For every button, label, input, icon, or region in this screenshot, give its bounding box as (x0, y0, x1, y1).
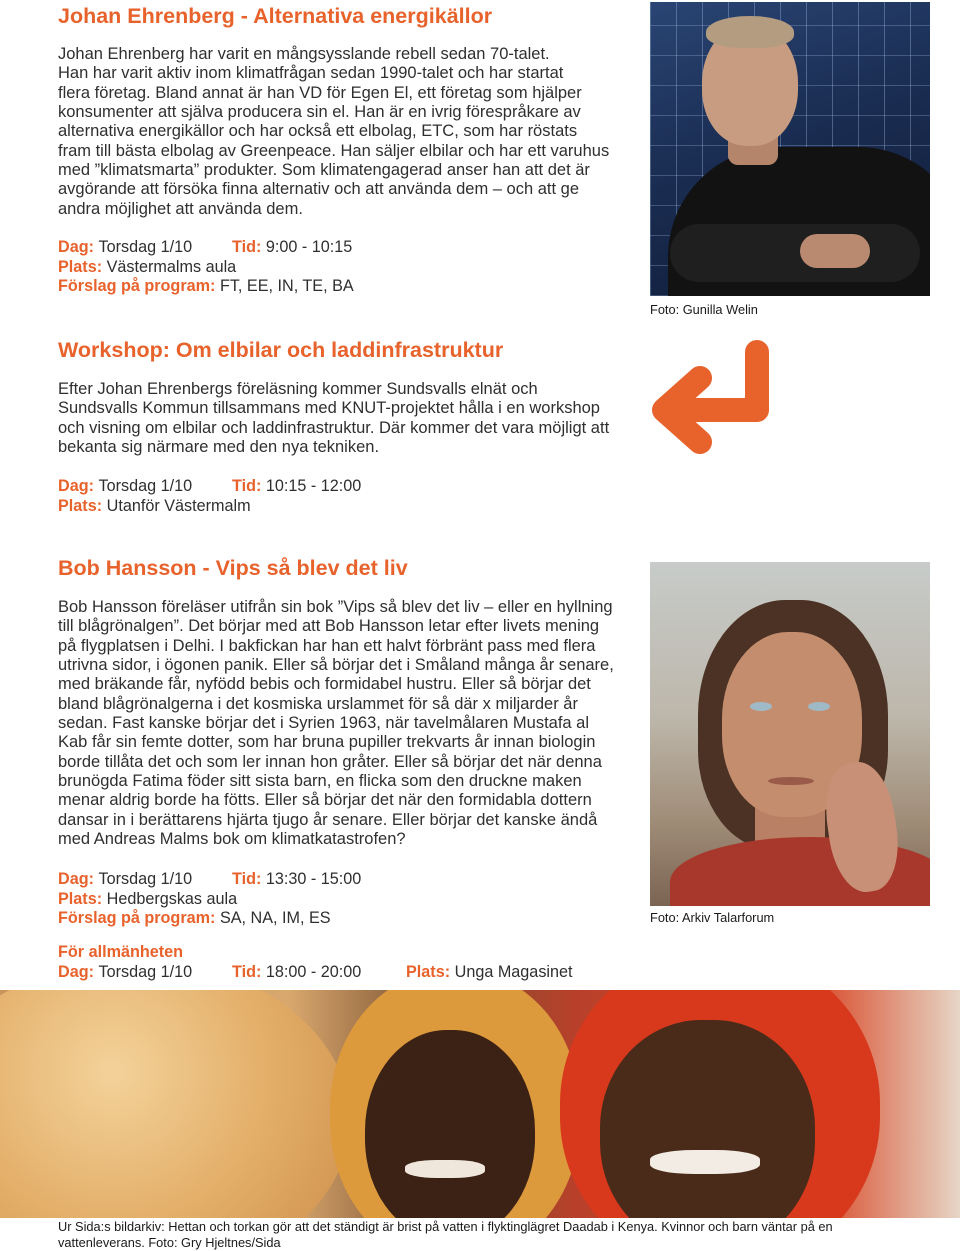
smile-left (405, 1160, 485, 1178)
day-label: Dag: (58, 477, 94, 495)
portrait-photo-johan-ehrenberg (650, 2, 930, 296)
hand (800, 234, 870, 268)
place-value: Unga Magasinet (454, 962, 573, 981)
public-event-heading (58, 943, 573, 963)
body-text-line: Han har varit aktiv inom klimatfrågan sedan 1990-talet och har startat (58, 64, 564, 83)
day-field (58, 963, 232, 983)
refugee-camp-photo (0, 990, 960, 1218)
body-text-line: Efter Johan Ehrenbergs föreläsning kommer Sundsvalls elnät och (58, 380, 538, 398)
schedule-place-row (58, 497, 361, 517)
workshop-heading: Workshop: Om elbilar och laddinfrastruktur (58, 338, 504, 362)
body-text-line: och visning om elbilar och laddinfrastruktur. Där kommer det vara möjligt att (58, 418, 610, 437)
program-value: FT, EE, IN, TE, BA (219, 277, 354, 296)
day-value: Torsdag 1/10 (98, 477, 193, 495)
schedule-day-time-row (58, 870, 361, 890)
body-text-line: fram till bästa elbolag av Greenpeace. Han säljer elbilar och har ett varuhus (58, 141, 610, 160)
time-label: Tid: (232, 870, 262, 888)
mouth (768, 777, 814, 785)
body-text-line: menar aldrig borde ha fötts. Eller så börjar det när den formidabla dottern (58, 791, 592, 810)
program-label: Förslag på program: (58, 909, 216, 928)
body-text-line: Bob Hansson föreläser utifrån sin bok ”Vips så blev det liv – eller en hyllning (58, 598, 613, 616)
schedule-day-time-place-row (58, 963, 573, 983)
body-text-line: sedan. Fast kanske börjar det i Syrien 1963, när tavelmålaren Mustafa al (58, 714, 590, 733)
woman-face-right (600, 1020, 815, 1218)
photo-credit: Foto: Arkiv Talarforum (650, 910, 775, 925)
woman-face-left (365, 1030, 535, 1218)
day-label: Dag: (58, 238, 94, 256)
public-event-schedule (58, 943, 573, 982)
schedule-day-time-row (58, 238, 354, 258)
johan-schedule (58, 238, 354, 297)
portrait-photo-bob-hansson (650, 562, 930, 906)
day-field (58, 870, 232, 890)
body-text-line: Sundsvalls Kommun tillsammans med KNUT-projektet hålla i en workshop (58, 399, 600, 418)
hair (706, 16, 794, 48)
body-text-line: på flygplatsen i Delhi. I bakfickan har han ett halvt förbränt pass med flera (58, 636, 596, 655)
public-event-title: För allmänheten (58, 943, 184, 961)
johan-heading: Johan Ehrenberg - Alternativa energikällor (58, 4, 493, 28)
body-text-line: utrivna sidor, i ögonen panik. Eller så börjar det i Småland många år senare, (58, 656, 614, 675)
body-text-line: dansar in i berättarens hjärta tjugo år senare. Eller börjar det kanske ändå (58, 810, 598, 829)
day-field (58, 477, 232, 497)
day-label: Dag: (58, 870, 94, 888)
day-value: Torsdag 1/10 (98, 962, 193, 981)
right-eye (808, 702, 830, 711)
program-label: Förslag på program: (58, 277, 216, 296)
time-label: Tid: (232, 477, 262, 495)
body-text-line: avgörande att försöka finna alternativ och att använda dem – och att ge (58, 180, 580, 199)
caption-line: vattenleverans. Foto: Gry Hjeltnes/Sida (58, 1234, 281, 1250)
workshop-paragraph (58, 380, 609, 457)
bottom-photo-caption (58, 1219, 833, 1250)
place-label: Plats: (58, 496, 103, 515)
day-value: Torsdag 1/10 (98, 238, 193, 256)
place-label: Plats: (58, 257, 103, 276)
place-value: Utanför Västermalm (106, 496, 251, 515)
schedule-place-row (58, 890, 361, 910)
water-container (0, 990, 350, 1218)
crossed-arms (670, 224, 920, 282)
time-label: Tid: (232, 238, 262, 256)
left-eye (750, 702, 772, 711)
body-text-line: bland blågrönalgerna i det kosmiska urslammet för så där x miljarder år (58, 694, 578, 713)
bob-schedule (58, 870, 361, 929)
time-label: Tid: (232, 962, 262, 981)
place-label: Plats: (58, 889, 103, 908)
place-value: Hedbergskas aula (106, 889, 238, 908)
day-field (58, 238, 232, 258)
body-text-line: bekanta sig närmare med den nya tekniken. (58, 438, 380, 457)
schedule-program-row (58, 909, 361, 929)
body-text-line: med bräkande får, nyfödd bebis och formidabel hustru. Eller så börjar det (58, 675, 591, 694)
day-value: Torsdag 1/10 (98, 870, 193, 888)
smile-right (650, 1150, 760, 1174)
body-text-line: Johan Ehrenberg har varit en mångsysslande rebell sedan 70-talet. (58, 45, 550, 63)
body-text-line: borde tillåta det och som ler innan hon gråter. Eller så börjar det när denna (58, 752, 602, 771)
body-text-line: till blågrönalgen”. Det börjar med att Bob Hansson letar efter livets mening (58, 617, 600, 636)
workshop-schedule (58, 477, 361, 516)
program-value: SA, NA, IM, ES (219, 909, 331, 928)
turn-left-arrow-icon (640, 330, 790, 480)
body-text-line: med Andreas Malms bok om klimatkatastrofen? (58, 830, 406, 849)
bob-heading: Bob Hansson - Vips så blev det liv (58, 556, 408, 580)
body-text-line: brunögda Fatima föder sitt sista barn, en flicka som den druckne maken (58, 772, 582, 791)
caption-line: Ur Sida:s bildarkiv: Hettan och torkan gör att det ständigt är brist på vatten i flyktinglägret Daadab i Kenya. Kvinnor och barn väntar på en (58, 1219, 833, 1234)
day-label: Dag: (58, 962, 94, 981)
body-text-line: andra möjlighet att använda dem. (58, 199, 303, 218)
schedule-day-time-row (58, 477, 361, 497)
johan-bio-paragraph (58, 45, 609, 219)
time-value: 13:30 - 15:00 (265, 870, 362, 888)
schedule-place-row (58, 258, 354, 278)
body-text-line: alternativa energikällor och har också ett elbolag, ETC, som har röstats (58, 122, 578, 141)
schedule-program-row (58, 277, 354, 297)
body-text-line: flera företag. Bland annat är han VD för Egen El, ett företag som hjälper (58, 83, 582, 102)
time-value: 18:00 - 20:00 (265, 962, 362, 981)
body-text-line: Kab får sin femte dotter, som har bruna pupiller trekvarts år innan biologin (58, 733, 596, 752)
time-value: 10:15 - 12:00 (265, 477, 362, 495)
place-label: Plats: (406, 962, 451, 981)
body-text-line: konsumenter att själva producera sin el. Han är en ivrig förespråkare av (58, 103, 581, 122)
photo-credit: Foto: Gunilla Welin (650, 302, 758, 317)
bob-paragraph (58, 598, 614, 849)
time-field (232, 963, 406, 983)
body-text-line: med ”klimatsmarta” produkter. Som klimatengagerad anser han att det är (58, 161, 590, 180)
time-value: 9:00 - 10:15 (265, 238, 353, 256)
place-value: Västermalms aula (106, 257, 237, 276)
